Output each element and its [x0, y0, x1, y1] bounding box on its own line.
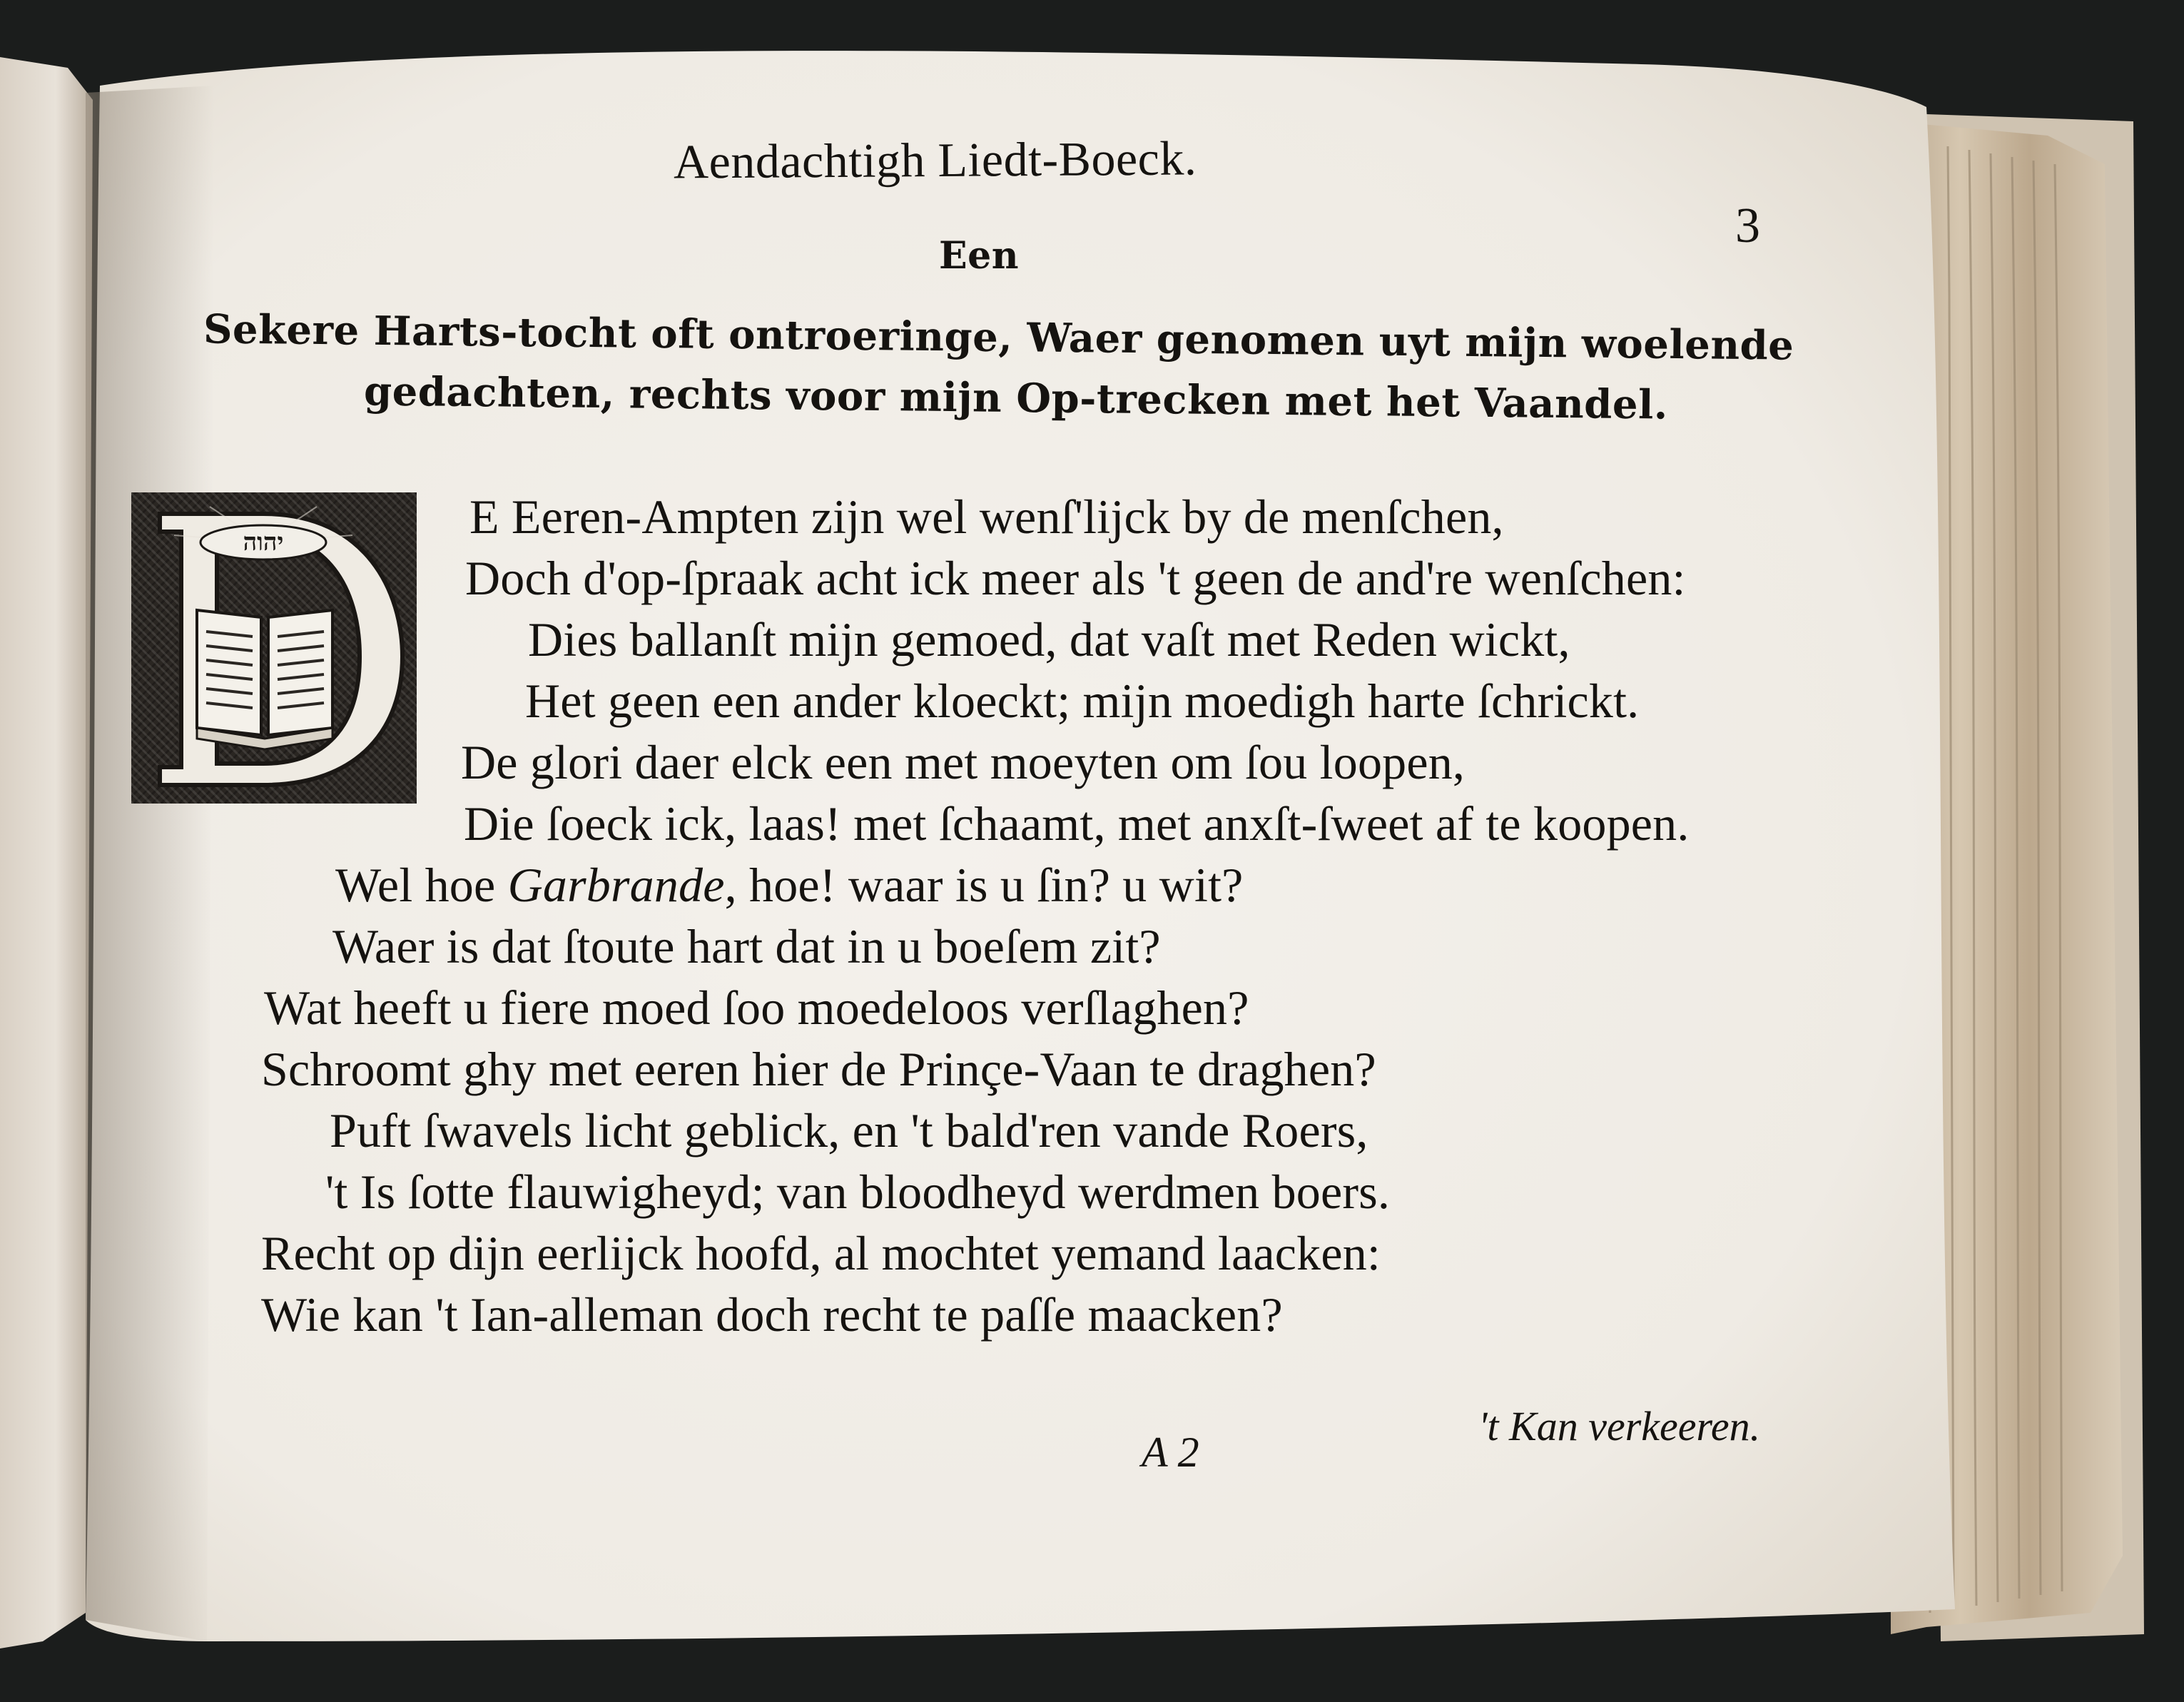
title-line-3: gedachten, rechts voor mijn Op-trecken met het Vaandel.	[363, 368, 1669, 429]
catchword: 't Kan verkeeren.	[1478, 1403, 1761, 1449]
initial-inscription: יהוה	[243, 528, 284, 557]
verse-line-8: Waer is dat ſtoute hart dat in u boeſem zit?	[332, 919, 1161, 973]
verse-line-14: Wie kan 't Ian-alleman doch recht te paſſe maacken?	[261, 1287, 1283, 1342]
left-page	[0, 57, 93, 1648]
decorated-initial	[131, 492, 417, 804]
verse-line-7	[335, 858, 1244, 912]
verse-line-12: 't Is ſotte flauwigheyd; van bloodheyd werdmen boers.	[325, 1165, 1391, 1219]
title-line-2: Sekere Harts-tocht oft ontroeringe, Waer genomen uyt mijn woelende	[203, 305, 1794, 370]
verse-line-5: De glori daer elck een met moeyten om ſou loopen,	[461, 735, 1466, 789]
page-number: 3	[1735, 198, 1760, 253]
verse-line-7-start: Wel hoe	[335, 858, 508, 912]
running-head: Aendachtigh Liedt-Boeck.	[673, 131, 1197, 189]
open-book-icon	[197, 610, 332, 749]
verse-line-6: Die ſoeck ick, laas! met ſchaamt, met anxſt-ſweet af te koopen.	[464, 796, 1690, 851]
gutter-shadow	[86, 86, 214, 1641]
verse-line-11: Puft ſwavels licht geblick, en 't bald'ren vande Roers,	[330, 1103, 1368, 1158]
signature-mark: A 2	[1142, 1429, 1199, 1476]
title-line-1: Een	[939, 234, 1020, 278]
verse-line-10: Schroomt ghy met eeren hier de Prinçe-Vaan te draghen?	[261, 1042, 1376, 1096]
verse-line-9: Wat heeft u fiere moed ſoo moedeloos verſlaghen?	[264, 981, 1249, 1035]
verse-line-13: Recht op dijn eerlijck hoofd, al mochtet yemand laacken:	[261, 1226, 1381, 1280]
verse-line-2: Doch d'op-ſpraak acht ick meer als 't geen de and're wenſchen:	[465, 551, 1686, 605]
verse-name-garbrande: Garbrande	[507, 858, 725, 912]
verse-line-3: Dies ballanſt mijn gemoed, dat vaſt met Reden wickt,	[528, 612, 1570, 667]
verse-line-4: Het geen een ander kloeckt; mijn moedigh harte ſchrickt.	[525, 674, 1640, 728]
verse-line-7-end: , hoe! waar is u ſin? u wit?	[724, 858, 1244, 912]
verse-line-1: E Eeren-Ampten zijn wel wenſ'lijck by de menſchen,	[469, 490, 1504, 544]
